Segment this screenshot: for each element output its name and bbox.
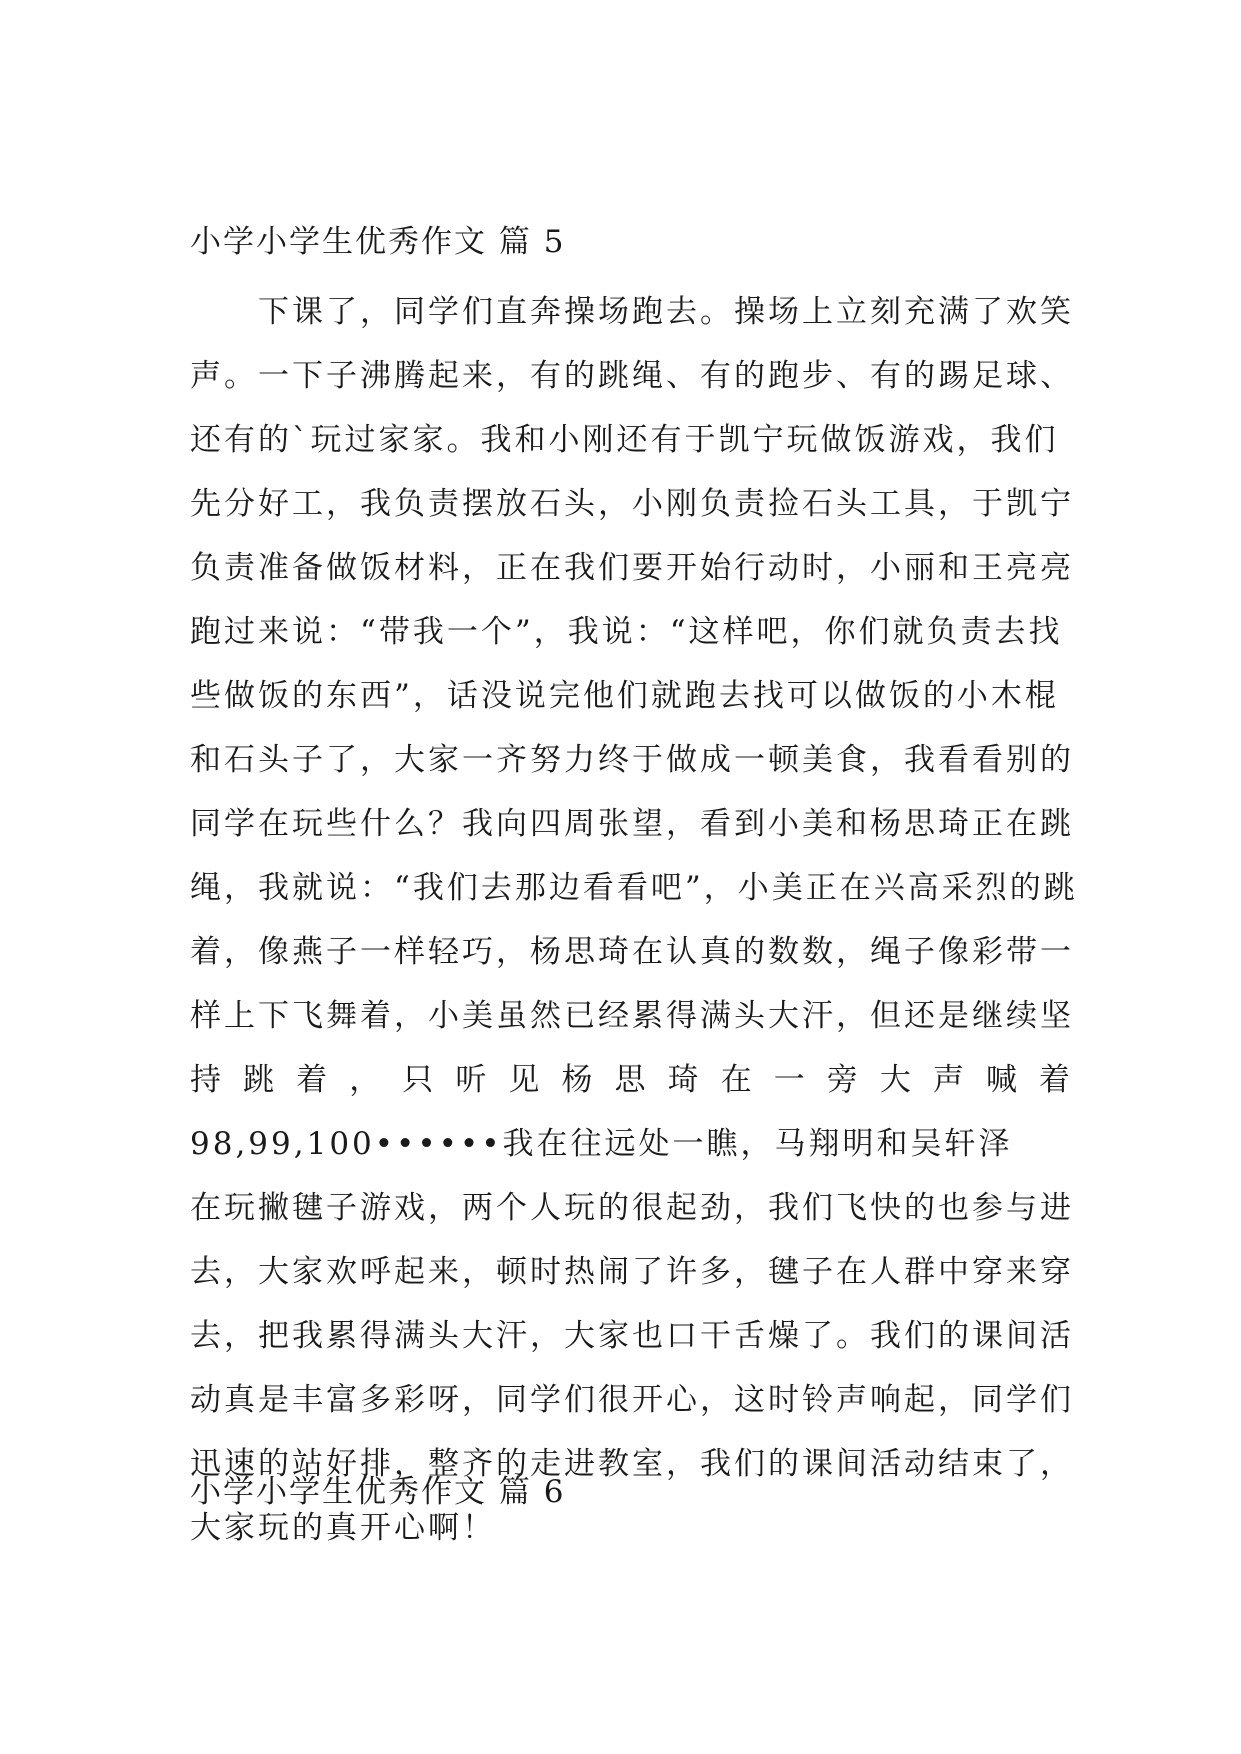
body-line: 在玩撇毽子游戏，两个人玩的很起劲，我们飞快的也参与进 (190, 1190, 1074, 1226)
body-line-justified: 持 跳 着 ， 只 听 见 杨 思 琦 在 一 旁 大 声 喊 着 (190, 1062, 1070, 1098)
body-line: 着，像燕子一样轻巧，杨思琦在认真的数数，绳子像彩带一 (190, 934, 1074, 970)
body-line: 负责准备做饭材料，正在我们要开始行动时，小丽和王亮亮 (190, 550, 1074, 586)
body-line: 去，大家欢呼起来，顿时热闹了许多，毽子在人群中穿来穿 (190, 1254, 1074, 1290)
essay-5-title: 小学小学生优秀作文 篇 5 (190, 224, 566, 260)
body-line: 些做饭的东西”，话没说完他们就跑去找可以做饭的小木棍 (190, 678, 1059, 714)
body-line: 98,99,100••••••我在往远处一瞧，马翔明和吴轩泽 (190, 1126, 1013, 1162)
body-line: 下课了，同学们直奔操场跑去。操场上立刻充满了欢笑 (258, 294, 1074, 330)
body-line: 去，把我累得满头大汗，大家也口干舌燥了。我们的课间活 (190, 1318, 1074, 1354)
body-line: 跑过来说：“带我一个”，我说：“这样吧，你们就负责去找 (190, 614, 1063, 650)
essay-6-title: 小学小学生优秀作文 篇 6 (190, 1474, 566, 1510)
body-line: 先分好工，我负责摆放石头，小刚负责捡石头工具，于凯宁 (190, 486, 1074, 522)
body-line: 迅速的站好排，整齐的走进教室，我们的课间活动结束了， (190, 1446, 1074, 1482)
body-line: 样上下飞舞着，小美虽然已经累得满头大汗，但还是继续坚 (190, 998, 1074, 1034)
body-line: 同学在玩些什么？我向四周张望，看到小美和杨思琦正在跳 (190, 806, 1074, 842)
body-line: 声。一下子沸腾起来，有的跳绳、有的跑步、有的踢足球、 (190, 358, 1074, 394)
body-line: 还有的`玩过家家。我和小刚还有于凯宁玩做饭游戏，我们 (190, 422, 1059, 458)
essay-5-body (190, 280, 1078, 1560)
body-line: 大家玩的真开心啊！ (190, 1510, 496, 1546)
body-line: 和石头子了，大家一齐努力终于做成一顿美食，我看看别的 (190, 742, 1074, 778)
body-line: 动真是丰富多彩呀，同学们很开心，这时铃声响起，同学们 (190, 1382, 1074, 1418)
body-line: 绳，我就说：“我们去那边看看吧”，小美正在兴高采烈的跳 (190, 870, 1078, 906)
